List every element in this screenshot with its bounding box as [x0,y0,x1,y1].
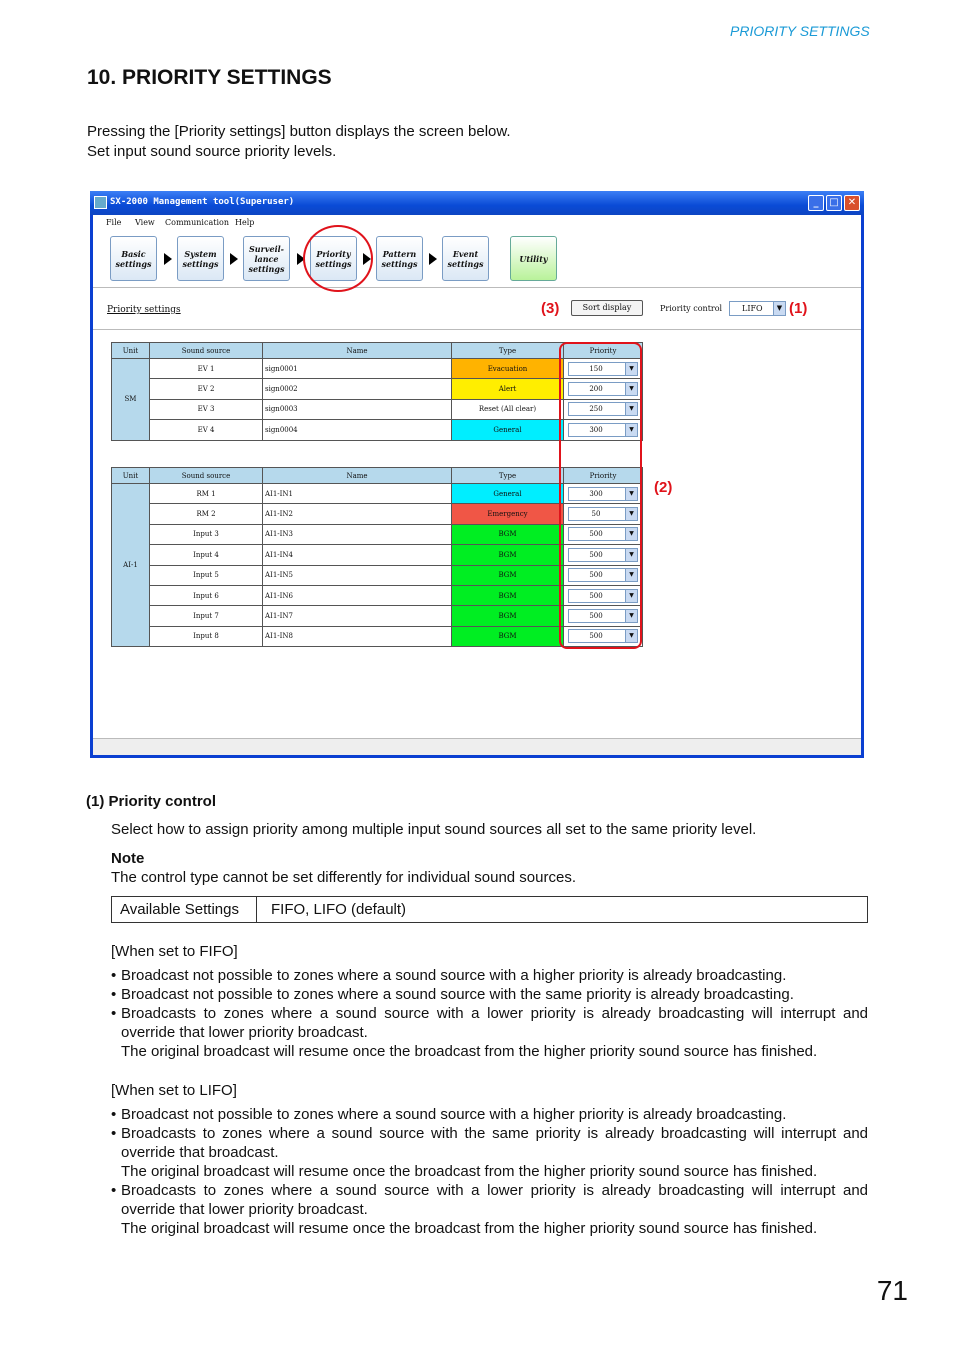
type-cell: BGM [452,626,564,646]
name-cell: sign0002 [263,379,452,399]
section-bar [93,288,861,330]
chevron-down-icon[interactable]: ▼ [625,508,637,520]
chevron-down-icon[interactable]: ▼ [625,549,637,561]
menu-file[interactable]: File [106,218,122,227]
type-cell: BGM [452,565,564,585]
list-item: • Broadcast not possible to zones where a sound source with a higher priority is already broadcasting. [111,1105,868,1124]
type-cell: General [452,484,564,504]
app-icon [94,196,107,209]
type-cell: BGM [452,606,564,626]
available-settings-label: Available Settings [112,897,257,922]
arrow-right-icon [230,253,238,265]
menu-communication[interactable]: Communication [165,218,229,227]
priority-value: 500 [589,612,603,621]
surveillance-settings-button[interactable]: Surveil- lance settings [243,236,290,281]
maximize-icon[interactable]: □ [826,195,842,211]
note-text: The control type cannot be set differently for individual sound sources. [111,869,576,886]
chevron-down-icon[interactable]: ▼ [625,383,637,395]
list-item-continuation: The original broadcast will resume once the broadcast from the higher priority sound source has finished. [121,1163,818,1180]
sound-source-cell: Input 7 [150,606,263,626]
chevron-down-icon[interactable]: ▼ [625,488,637,500]
col-unit: Unit [112,468,150,484]
system-settings-button[interactable]: System settings [177,236,224,281]
chevron-down-icon[interactable]: ▼ [625,403,637,415]
callout-2: (2) [654,479,673,496]
chevron-down-icon[interactable]: ▼ [625,590,637,602]
chevron-down-icon[interactable]: ▼ [773,302,785,315]
sound-source-cell: Input 3 [150,524,263,544]
window-title: SX-2000 Management tool(Superuser) [110,197,295,207]
name-cell: AI1-IN4 [263,545,452,565]
list-item-continuation: The original broadcast will resume once the broadcast from the higher priority sound source has finished. [121,1220,818,1237]
chevron-down-icon[interactable]: ▼ [625,363,637,375]
arrow-right-icon [429,253,437,265]
chevron-down-icon[interactable]: ▼ [625,610,637,622]
priority-value: 500 [589,550,603,559]
highlight-box [559,342,642,649]
priority-settings-button[interactable]: Priority settings [310,236,357,281]
col-priority: Priority [564,468,643,484]
priority-settings-title: Priority settings [107,305,181,315]
type-cell: Emergency [452,504,564,524]
list-item: • Broadcasts to zones where a sound source with the same priority is already broadcasting will interrupt and override that broadcast. [111,1124,868,1162]
unit-cell: AI-1 [112,484,150,647]
sound-source-cell: EV 2 [150,379,263,399]
priority-control-value: LIFO [742,304,763,313]
type-cell: General [452,420,564,440]
priority-value: 300 [589,425,603,434]
col-sound-source: Sound source [150,343,263,359]
note-label: Note [111,850,145,867]
sound-source-cell: EV 4 [150,420,263,440]
menu-bar [93,215,861,232]
col-sound-source: Sound source [150,468,263,484]
name-cell: AI1-IN5 [263,565,452,585]
type-cell: Alert [452,379,564,399]
chevron-down-icon[interactable]: ▼ [625,424,637,436]
name-cell: sign0001 [263,359,452,379]
list-item-continuation: The original broadcast will resume once the broadcast from the higher priority sound source has finished. [121,1043,818,1060]
section-title: (1) Priority control [86,793,217,810]
sound-source-cell: RM 1 [150,484,263,504]
sound-source-cell: Input 4 [150,545,263,565]
lifo-list [111,1105,868,1238]
available-settings-table [111,896,868,923]
sound-source-cell: Input 8 [150,626,263,646]
menu-view[interactable]: View [135,218,155,227]
sound-source-cell: Input 6 [150,585,263,605]
pattern-settings-button[interactable]: Pattern settings [376,236,423,281]
list-item: • Broadcasts to zones where a sound source with a lower priority is already broadcasting will interrupt and override that lower priority broadcast. [111,1181,868,1219]
page-heading: 10. PRIORITY SETTINGS [87,66,332,89]
name-cell: AI1-IN1 [263,484,452,504]
priority-value: 300 [589,489,603,498]
menu-help[interactable]: Help [235,218,255,227]
running-header: PRIORITY SETTINGS [730,23,870,39]
type-cell: BGM [452,585,564,605]
close-icon[interactable]: ✕ [844,195,860,211]
status-bar [93,738,861,755]
type-cell: Evacuation [452,359,564,379]
intro-line-1: Pressing the [Priority settings] button displays the screen below. [87,123,511,140]
intro-line-2: Set input sound source priority levels. [87,142,337,160]
col-priority: Priority [564,343,643,359]
name-cell: AI1-IN8 [263,626,452,646]
unit-cell: SM [112,359,150,441]
callout-1: (1) [789,300,808,317]
col-unit: Unit [112,343,150,359]
type-cell: Reset (All clear) [452,399,564,419]
col-type: Type [452,468,564,484]
intro-text [87,122,511,161]
name-cell: AI1-IN3 [263,524,452,544]
sound-source-cell: Input 5 [150,565,263,585]
name-cell: AI1-IN2 [263,504,452,524]
arrow-right-icon [164,253,172,265]
sound-source-cell: RM 2 [150,504,263,524]
type-cell: BGM [452,524,564,544]
list-item: • Broadcast not possible to zones where a sound source with the same priority is already broadcasting. [111,985,868,1004]
basic-settings-button[interactable]: Basic settings [110,236,157,281]
priority-value: 150 [589,364,603,373]
priority-value: 500 [589,591,603,600]
lifo-label: [When set to LIFO] [111,1082,237,1099]
priority-value: 500 [589,632,603,641]
list-item: • Broadcasts to zones where a sound source with a lower priority is already broadcasting will interrupt and override that lower priority broadcast. [111,1004,868,1042]
list-item: • Broadcast not possible to zones where a sound source with a higher priority is already broadcasting. [111,966,868,985]
sound-source-cell: EV 3 [150,399,263,419]
priority-value: 250 [589,405,603,414]
available-settings-value: FIFO, LIFO (default) [271,901,407,918]
minimize-icon[interactable]: _ [808,195,824,211]
name-cell: AI1-IN6 [263,585,452,605]
event-settings-button[interactable]: Event settings [442,236,489,281]
page-number: 71 [876,1275,908,1306]
callout-3: (3) [541,300,560,317]
col-name: Name [263,343,452,359]
type-cell: BGM [452,545,564,565]
fifo-list [111,966,868,1061]
priority-value: 500 [589,530,603,539]
app-window [90,191,864,758]
chevron-down-icon[interactable]: ▼ [625,630,637,642]
section-desc: Select how to assign priority among multiple input sound sources all set to the same priority level. [111,821,757,838]
priority-control-select[interactable] [729,301,786,316]
priority-value: 200 [589,385,603,394]
chevron-down-icon[interactable]: ▼ [625,569,637,581]
toolbar [93,232,861,288]
name-cell: sign0004 [263,420,452,440]
col-name: Name [263,468,452,484]
name-cell: sign0003 [263,399,452,419]
utility-button[interactable]: Utility [510,236,557,281]
priority-control-label: Priority control [660,304,723,313]
priority-value: 500 [589,571,603,580]
sort-display-button[interactable]: Sort display [571,300,643,316]
fifo-label: [When set to FIFO] [111,943,238,960]
chevron-down-icon[interactable]: ▼ [625,528,637,540]
col-type: Type [452,343,564,359]
sound-source-cell: EV 1 [150,359,263,379]
name-cell: AI1-IN7 [263,606,452,626]
highlight-circle [303,225,373,292]
window-titlebar [90,191,864,215]
priority-value: 50 [591,510,601,519]
